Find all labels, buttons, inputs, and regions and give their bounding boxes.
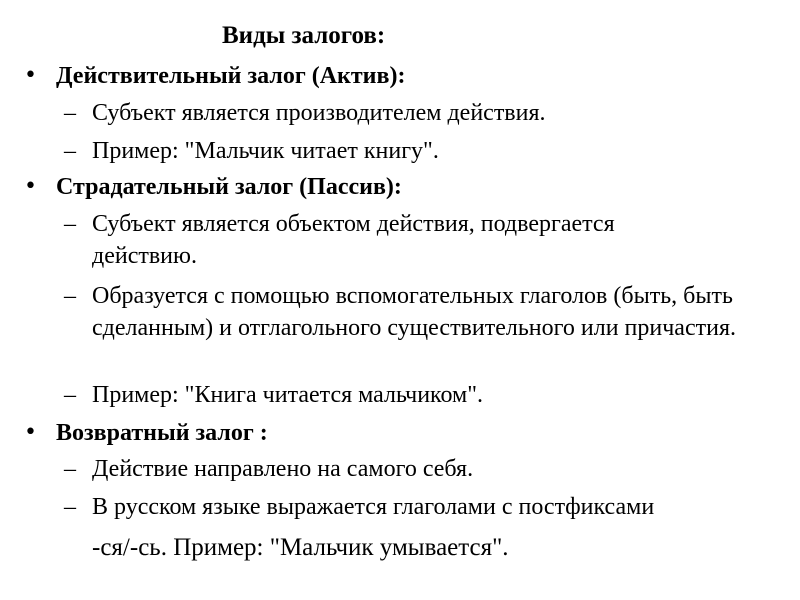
bullet-icon: • — [24, 63, 37, 88]
list-item-text: Образуется с помощью вспомогательных глаголов (быть, быть сделанным) и отглагольного существительного или причастия. — [92, 283, 736, 341]
section-heading-label: Возвратный залог : — [56, 420, 268, 446]
bullet-icon: • — [24, 420, 37, 445]
dash-icon: – — [64, 211, 76, 237]
dash-icon: – — [64, 283, 76, 309]
list-item-text: Субъект является производителем действия. — [92, 100, 546, 126]
list-item-text: Пример: "Книга читается мальчиком". — [92, 382, 484, 408]
dash-icon: – — [64, 100, 76, 126]
list-item-text: Субъект является объектом действия, подвергается действию. — [92, 211, 615, 269]
list-item-continuation: -ся/-сь. Пример: "Мальчик умывается". — [92, 534, 509, 561]
bullet-icon: • — [24, 174, 37, 199]
section-heading-label: Действительный залог (Актив): — [56, 63, 406, 89]
list-item-text: В русском языке выражается глаголами с постфиксами — [92, 494, 655, 520]
section-heading-label: Страдательный залог (Пассив): — [56, 174, 402, 200]
dash-icon: – — [64, 494, 76, 520]
dash-icon: – — [64, 138, 76, 164]
list-item-text: Действие направлено на самого себя. — [92, 456, 474, 482]
list-item-text: Пример: "Мальчик читает книгу". — [92, 138, 439, 164]
dash-icon: – — [64, 456, 76, 482]
dash-icon: – — [64, 382, 76, 408]
slide-title: Виды залогов: — [222, 22, 386, 49]
